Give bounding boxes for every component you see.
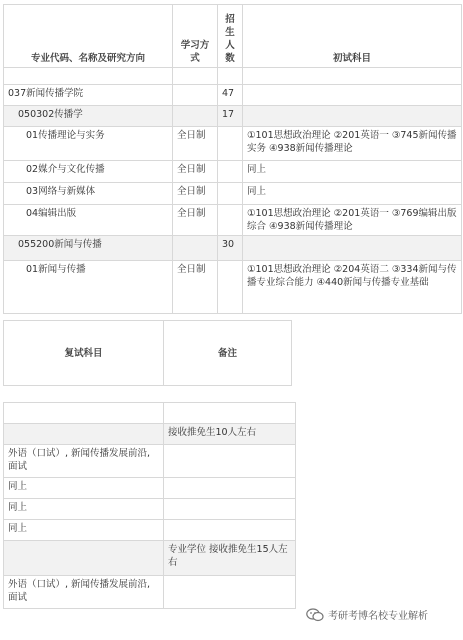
table-row <box>4 576 296 609</box>
retest-header-table <box>3 320 292 386</box>
initial-exam: ①101思想政治理论 ②201英语一 ③745新闻传播实务 ④938新闻传播理论 <box>243 127 462 161</box>
initial-exam: ①101思想政治理论 ②201英语一 ③769编辑出版综合 ④938新闻传播理论 <box>243 205 462 236</box>
initial-exam: 同上 <box>243 183 462 205</box>
table-row <box>4 205 462 236</box>
retest-subjects: 同上 <box>4 499 164 520</box>
retest-subjects: 同上 <box>4 478 164 499</box>
enrollment-count: 47 <box>218 85 243 106</box>
table-row <box>4 520 296 541</box>
admissions-table <box>3 4 462 314</box>
table-header-row <box>4 5 462 68</box>
note <box>164 576 296 609</box>
major-name: 037新闻传播学院 <box>4 85 173 106</box>
major-name: 03网络与新媒体 <box>4 183 173 205</box>
table-row <box>4 424 296 445</box>
study-mode <box>173 85 218 106</box>
spacer-row <box>4 68 462 85</box>
note <box>164 445 296 478</box>
table-row <box>4 541 296 576</box>
table-row <box>4 478 296 499</box>
watermark <box>306 607 428 622</box>
enrollment-count: 17 <box>218 106 243 127</box>
study-mode: 全日制 <box>173 183 218 205</box>
table-row <box>4 85 462 106</box>
enrollment-count <box>218 261 243 314</box>
enrollment-count <box>218 161 243 183</box>
major-name: 02媒介与文化传播 <box>4 161 173 183</box>
major-name: 01新闻与传播 <box>4 261 173 314</box>
header-study-mode: 学习方式 <box>173 5 218 68</box>
note <box>164 403 296 424</box>
header-retest: 复试科目 <box>4 321 164 386</box>
note <box>164 499 296 520</box>
note <box>164 478 296 499</box>
initial-exam: 同上 <box>243 161 462 183</box>
retest-subjects: 同上 <box>4 520 164 541</box>
major-name: 050302传播学 <box>4 106 173 127</box>
header-initial-exam: 初试科目 <box>243 5 462 68</box>
enrollment-count: 30 <box>218 236 243 261</box>
study-mode <box>173 106 218 127</box>
retest-subjects <box>4 541 164 576</box>
initial-exam: ①101思想政治理论 ②204英语二 ③334新闻与传播专业综合能力 ④440新闻与传播专业基础 <box>243 261 462 314</box>
enrollment-count <box>218 127 243 161</box>
study-mode <box>173 236 218 261</box>
retest-subjects: 外语（口试）, 新闻传播发展前沿, 面试 <box>4 445 164 478</box>
table-row <box>4 161 462 183</box>
retest-table <box>3 402 296 609</box>
retest-subjects <box>4 424 164 445</box>
retest-subjects: 外语（口试）, 新闻传播发展前沿, 面试 <box>4 576 164 609</box>
initial-exam <box>243 85 462 106</box>
header-note: 备注 <box>164 321 292 386</box>
table-row <box>4 499 296 520</box>
table-row <box>4 445 296 478</box>
study-mode: 全日制 <box>173 127 218 161</box>
major-name: 01传播理论与实务 <box>4 127 173 161</box>
study-mode: 全日制 <box>173 205 218 236</box>
enrollment-count <box>218 205 243 236</box>
initial-exam <box>243 236 462 261</box>
header-major: 专业代码、名称及研究方向 <box>4 5 173 68</box>
table-row <box>4 127 462 161</box>
retest-subjects <box>4 403 164 424</box>
study-mode: 全日制 <box>173 261 218 314</box>
enrollment-count <box>218 183 243 205</box>
note: 接收推免生10人左右 <box>164 424 296 445</box>
major-name: 04编辑出版 <box>4 205 173 236</box>
note <box>164 520 296 541</box>
wechat-icon <box>306 608 324 622</box>
table-row <box>4 106 462 127</box>
study-mode: 全日制 <box>173 161 218 183</box>
major-name: 055200新闻与传播 <box>4 236 173 261</box>
table-header-row <box>4 321 292 386</box>
table-row <box>4 183 462 205</box>
watermark-text: 考研考博名校专业解析 <box>328 611 428 622</box>
note: 专业学位 接收推免生15人左右 <box>164 541 296 576</box>
table-row <box>4 403 296 424</box>
table-row <box>4 236 462 261</box>
header-enrollment: 招生人数 <box>218 5 243 68</box>
initial-exam <box>243 106 462 127</box>
table-row <box>4 261 462 314</box>
